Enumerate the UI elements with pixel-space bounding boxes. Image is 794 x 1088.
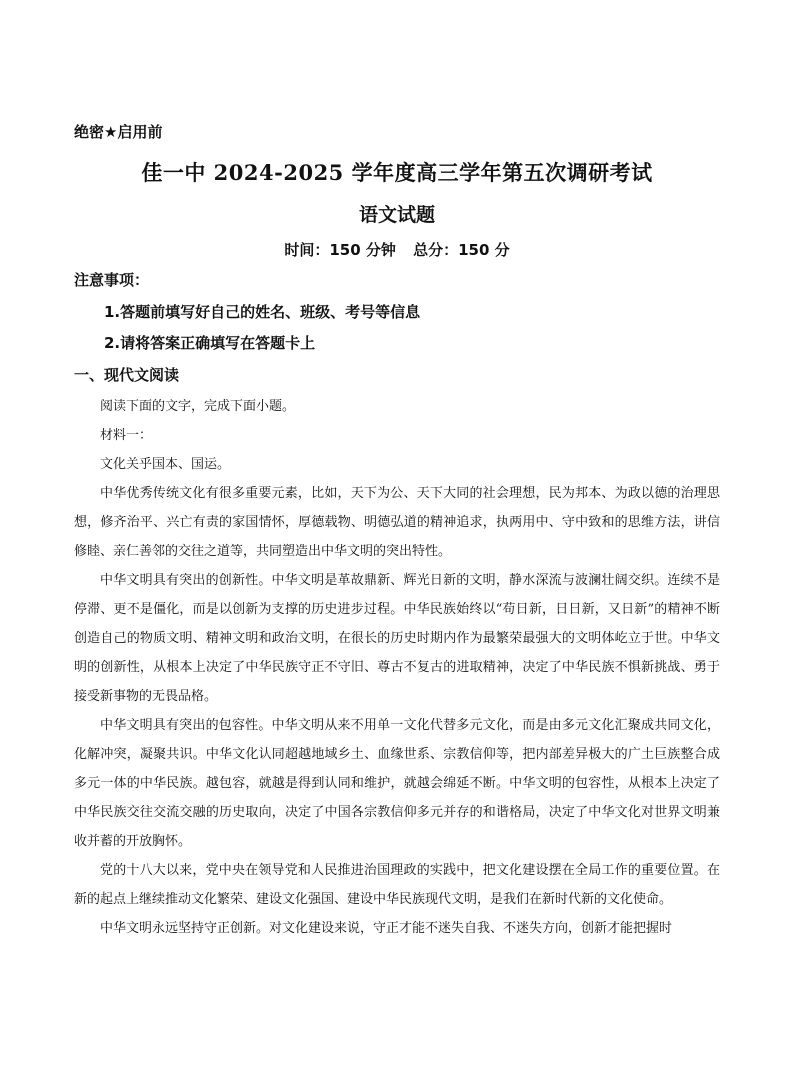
exam-duration: 时间：150 分钟 <box>284 241 396 259</box>
exam-total-score: 总分：150 分 <box>413 241 510 259</box>
paragraph: 文化关乎国本、国运。 <box>100 457 231 472</box>
paragraph: 中华文明具有突出的包容性。中华文明从来不用单一文化代替多元文化，而是由多元文化汇聚成共同文化，化解冲突，凝聚共识。中华文化认同超越地域乡土、血缘世系、宗教信仰等，把内部差异极大的广土巨族整合成多元一体的中华民族。越包容，就越是得到认同和维护，就越会绵延不断。中华文明的包容性，从根本上决定了中华民族交往交流交融的历史取向，决定了中国各宗教信仰多元并存的和谐格局，决定了中华文化对世界文明兼收并蓄的开放胸怀。 <box>74 718 720 849</box>
paragraph: 党的十八大以来，党中央在领导党和人民推进治国理政的实践中，把文化建设摆在全局工作的重要位置。在新的起点上继续推动文化繁荣、建设文化强国、建设中华民族现代文明，是我们在新时代新的文化使命。 <box>74 863 720 907</box>
paragraph: 材料一： <box>100 428 153 443</box>
exam-subtitle: 语文试题 <box>358 204 435 226</box>
paragraph: 中华文明永远坚持守正创新。对文化建设来说，守正才能不迷失自我、不迷失方向，创新才能把握时 <box>100 921 673 936</box>
notice-item: 2.请将答案正确填写在答题卡上 <box>104 334 316 352</box>
notice-item: 1.答题前填写好自己的姓名、班级、考号等信息 <box>104 303 421 321</box>
notice-heading: 注意事项： <box>74 271 150 289</box>
reading-passage <box>74 392 720 943</box>
paragraph: 阅读下面的文字，完成下面小题。 <box>100 399 296 414</box>
exam-time-info <box>0 239 794 260</box>
confidential-mark: 绝密★启用前 <box>74 123 163 141</box>
paragraph: 中华文明具有突出的创新性。中华文明是革故鼎新、辉光日新的文明，静水深流与波澜壮阔交织。连续不是停滞、更不是僵化，而是以创新为支撑的历史进步过程。中华民族始终以“苟日新，日日新，又日新”的精神不断创造自己的物质文明、精神文明和政治文明，在很长的历史时期内作为最繁荣最强大的文明体屹立于世。中华文明的创新性，从根本上决定了中华民族守正不守旧、尊古不复古的进取精神，决定了中华民族不惧新挑战、勇于接受新事物的无畏品格。 <box>74 573 720 704</box>
paragraph: 中华优秀传统文化有很多重要元素，比如，天下为公、天下大同的社会理想，民为邦本、为政以德的治理思想，修齐治平、兴亡有责的家国情怀，厚德载物、明德弘道的精神追求，执两用中、守中致和的思维方法，讲信修睦、亲仁善邻的交往之道等，共同塑造出中华文明的突出特性。 <box>74 486 720 559</box>
exam-title: 佳一中 2024-2025 学年度高三学年第五次调研考试 <box>141 160 653 185</box>
section-heading: 一、现代文阅读 <box>74 366 180 384</box>
